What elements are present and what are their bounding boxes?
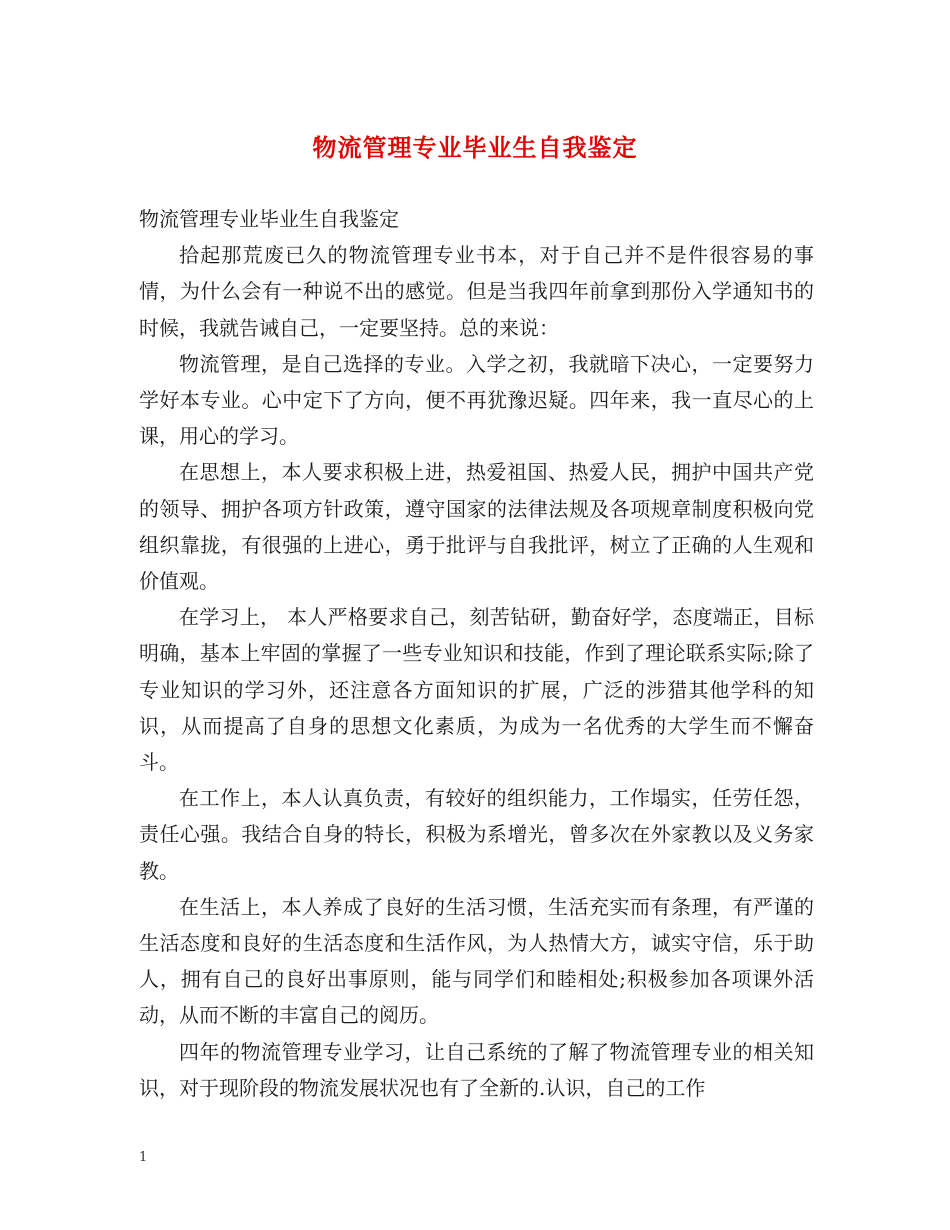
- paragraph-2: 物流管理，是自己选择的专业。入学之初，我就暗下决心，一定要努力学好本专业。心中定下了方向，便不再犹豫迟疑。四年来，我一直尽心的上课，用心的学习。: [139, 351, 814, 449]
- document-subtitle: 物流管理专业毕业生自我鉴定: [139, 207, 399, 231]
- paragraph-4: 在学习上， 本人严格要求自己，刻苦钻研，勤奋好学，态度端正，目标明确，基本上牢固的掌握了一些专业知识和技能，作到了理论联系实际;除了专业知识的学习外，还注意各方面知识的扩展，广泛的涉猎其他学科的知识，从而提高了自身的思想文化素质，为成为一名优秀的大学生而不懈奋斗。: [139, 605, 814, 775]
- page-number: 1: [139, 1150, 148, 1165]
- document-body: [139, 201, 814, 1106]
- paragraph-6: 在生活上，本人养成了良好的生活习惯，生活充实而有条理，有严谨的生活态度和良好的生活态度和生活作风，为人热情大方，诚实守信，乐于助人，拥有自己的良好出事原则，能与同学们和睦相处;积极参加各项课外活动，从而不断的丰富自己的阅历。: [139, 894, 814, 1028]
- paragraph-3: 在思想上，本人要求积极上进，热爱祖国、热爱人民，拥护中国共产党的领导、拥护各项方针政策，遵守国家的法律法规及各项规章制度积极向党组织靠拢，有很强的上进心，勇于批评与自我批评，树立了正确的人生观和价值观。: [139, 460, 814, 594]
- document-title: 物流管理专业毕业生自我鉴定: [312, 133, 638, 162]
- paragraph-7: 四年的物流管理专业学习，让自己系统的了解了物流管理专业的相关知识，对于现阶段的物流发展状况也有了全新的.认识，自己的工作: [139, 1039, 814, 1100]
- paragraph-5: 在工作上，本人认真负责，有较好的组织能力，工作塌实，任劳任怨，责任心强。我结合自身的特长，积极为系增光，曾多次在外家教以及义务家教。: [139, 786, 814, 883]
- paragraph-1: 拾起那荒废已久的物流管理专业书本，对于自己并不是件很容易的事情，为什么会有一种说不出的感觉。但是当我四年前拿到那份入学通知书的时候，我就告诫自己，一定要坚持。总的来说：: [139, 243, 814, 340]
